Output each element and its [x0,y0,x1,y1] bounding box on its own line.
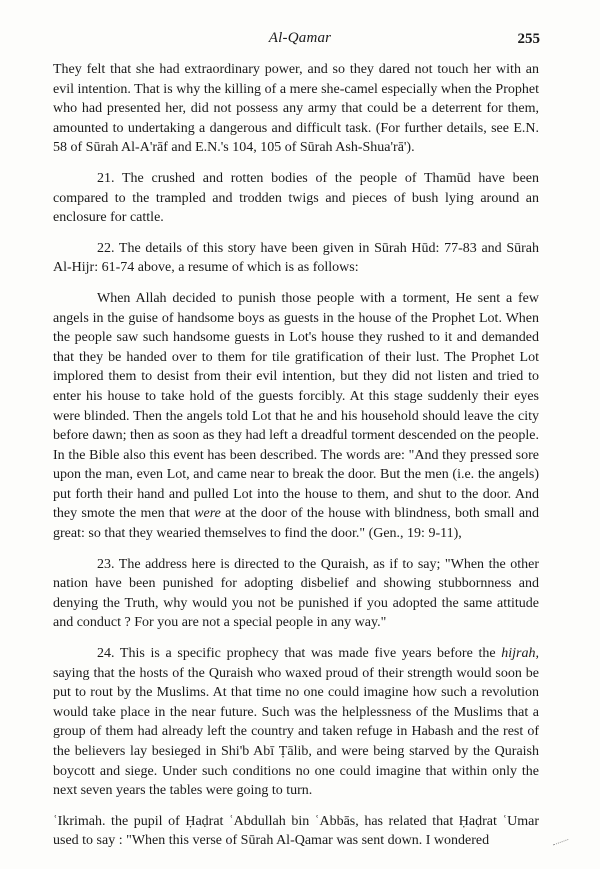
paragraph-note-23: 23. The address here is directed to the Quraish, as if to say; "When the other nation have been punished for adopting disbelief and showing stubbornness and denying the Truth, why would you not be punished if you adopted the same attitude and conduct ? For you are not a special people in any way." [53,556,539,631]
paragraph-note-21: 21. The crushed and rotten bodies of the people of Thamūd have been compared to the trampled and trodden twigs and pieces of bush lying around an enclosure for cattle. [53,170,539,226]
note-24-start: 24. This is a specific prophecy that was made five years before the [97,646,496,662]
lot-story-text: When Allah decided to punish those people with a torment, He sent a few angels in the guise of handsome boys as guests in the house of the Prophet Lot. When the people saw such handsome guests in Lot's house they rushed to it and demanded that they be handed over to them for tile gratification of their lust. The Prophet Lot implored them to desist from their evil intention, but they did not listen and tried to enter his house to take hold of the guests forcibly. At this stage suddenly their eyes were blinded. Then the angels told Lot that he and his household should leave the city before dawn; then as soon as they had left a dreadful torment descended on the people. In the Bible also this event has been described. The words are: "And they pressed sore upon the man, even Lot, and came near to break the door. But the men (i.e. the angels) put forth their hand and pulled Lot into the house to them, and shut to the door. And they smote the men that [53,290,539,522]
body-text [53,60,539,862]
paragraph-note-22: 22. The details of this story have been given in Sūrah Hūd: 77-83 and Sūrah Al-Hijr: 61-74 above, a resume of which is as follows: [53,240,539,276]
note-24-end: Habash and the rest of the believers lay besieged in Shi'b Abī Ṭālib, and were being starved by the Quraish boycott and siege. Under such conditions no one could imagine that within only the next seven years the tables were going to turn. [53,724,540,799]
page-number: 255 [517,31,540,47]
paragraph-ikrimah: ʿIkrimah. the pupil of Ḥaḍrat ʿAbdullah bin ʿAbbās, has related that Ḥaḍrat ʿUmar used to say : "When this verse of Sūrah Al-Qamar was sent down. I wondered [53,813,539,849]
scan-mark [550,830,569,846]
paragraph-note-24 [53,644,539,801]
running-title: Al-Qamar [268,30,332,46]
note-24-middle: saying that the hosts of the Quraish who waxed proud of their strength would soon be put to rout by the Muslims. At that time no one could imagine how such a revolution would take place in the near future. Such was the helplessness of the Muslims that a group of them had already left the country and taken refuge in [53,665,539,740]
lot-story-tail: at the door of the house with blindness, both small and great: so that they wearied themselves to find the door." (Gen., 19: 9-11), [53,506,540,542]
italic-word-were: were [194,506,221,522]
italic-word-hijrah: hijrah, [501,646,539,662]
paragraph-lot-story [53,289,539,544]
paragraph-continuation: They felt that she had extraordinary power, and so they dared not touch her with an evil intention. That is why the killing of a mere she-camel especially when the Prophet who had presented her, did not possess any army that could be a deterrent for them, amounted to undertaking a dangerous and difficult task. (For further details, see E.N. 58 of Sūrah Al-A'rāf and E.N.'s 104, 105 of Sūrah Ash-Shua'rā'). [53,62,539,156]
